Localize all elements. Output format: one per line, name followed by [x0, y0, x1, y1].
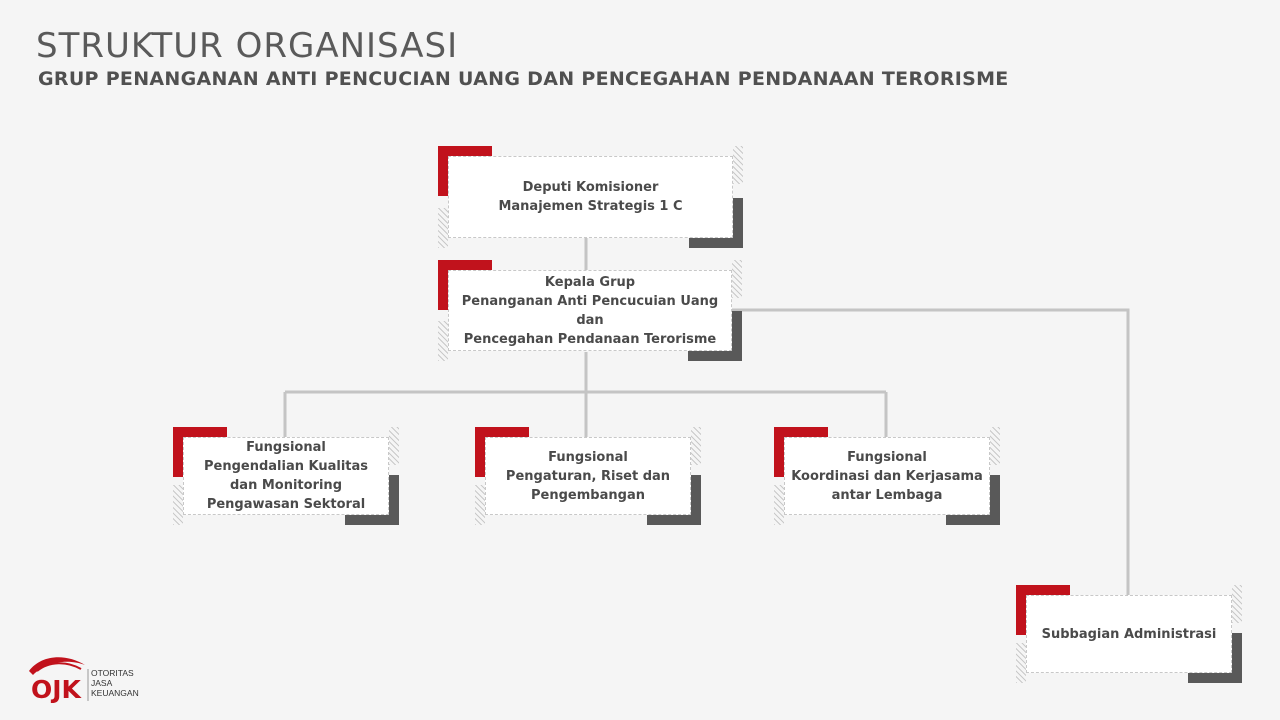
node-fungsional-pengendalian: [173, 427, 399, 525]
node-label: Deputi Komisioner: [522, 180, 659, 195]
node-box: [448, 270, 732, 351]
node-label: antar Lembaga: [831, 487, 943, 503]
node-label: Penanganan Anti Pencucuian Uang dan: [461, 293, 719, 328]
node-subbagian-administrasi: [1016, 585, 1242, 683]
node-label: Pencegahan Pendanaan Terorisme: [463, 331, 717, 347]
logo-text: OTORITAS JASA KEUANGAN: [91, 668, 139, 698]
node-label: Kepala Grup: [544, 274, 636, 290]
page-subtitle: GRUP PENANGANAN ANTI PENCUCIAN UANG DAN PENCEGAHAN PENDANAAN TERORISME: [38, 68, 1009, 90]
node-box: [1026, 595, 1232, 673]
node-box: [784, 437, 990, 515]
node-fungsional-pengaturan: [475, 427, 701, 525]
node-label: Fungsional: [847, 449, 927, 465]
node-box: [485, 437, 691, 515]
node-label: Pengendalian Kualitas: [203, 459, 369, 474]
node-label: Fungsional: [548, 449, 628, 465]
node-kepala-grup: [438, 260, 742, 361]
node-label: Subbagian Administrasi: [1041, 626, 1217, 642]
node-label: Fungsional: [246, 440, 326, 455]
node-box: [448, 156, 733, 238]
logo-mark: OJK: [31, 675, 81, 703]
node-deputi-komisioner: [438, 146, 743, 248]
node-label: Pengawasan Sektoral: [206, 497, 366, 512]
page-title: STRUKTUR ORGANISASI: [36, 26, 459, 66]
node-box: [183, 437, 389, 515]
node-label: dan Monitoring: [229, 478, 342, 493]
node-label: Pengembangan: [531, 487, 645, 503]
node-label: Koordinasi dan Kerjasama: [791, 468, 983, 484]
node-fungsional-koordinasi: [774, 427, 1000, 525]
node-label: Manajemen Strategis 1 C: [498, 199, 683, 214]
node-label: Pengaturan, Riset dan: [505, 468, 671, 484]
